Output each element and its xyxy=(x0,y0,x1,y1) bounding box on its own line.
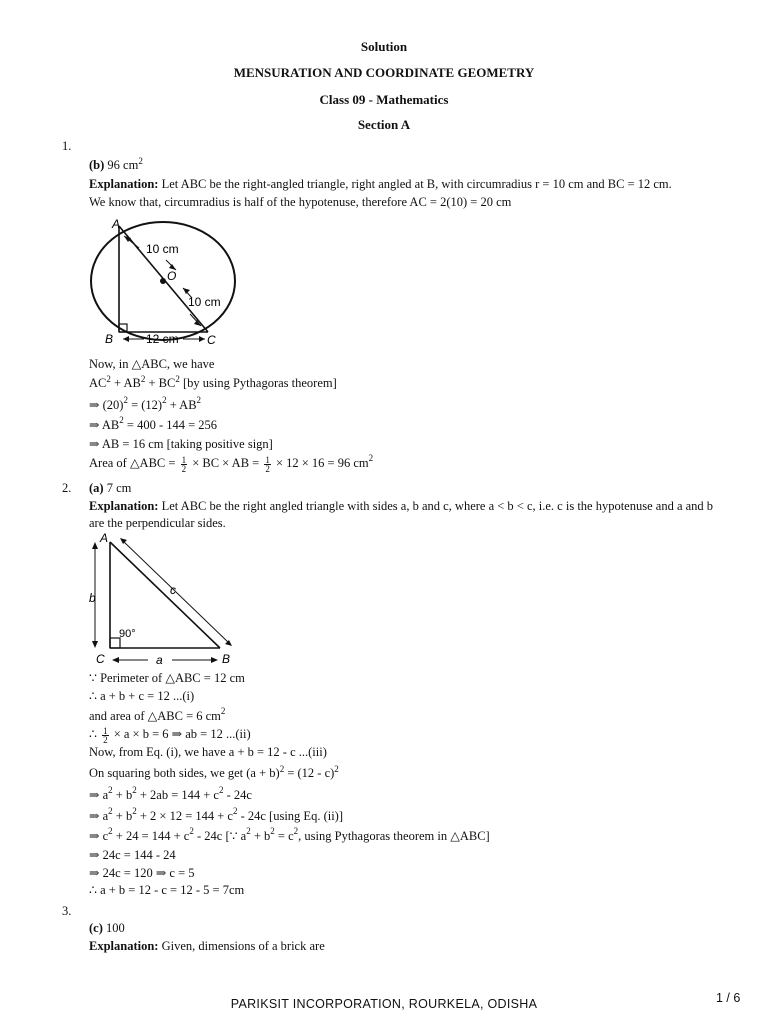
q2-step-6: On squaring both sides, we get $(a + b)^2 = (12 - c)^2$ xyxy=(89,764,339,780)
q3-option: (c) xyxy=(89,921,103,935)
q1-option: (b) xyxy=(89,158,105,172)
q2-step-12: ∴ a + b = 12 - c = 12 - 5 = 7cm xyxy=(89,883,245,897)
q1-step-2: $AC^2 + AB^2 + BC^2$ [by using Pythagoras theorem] xyxy=(89,374,337,390)
q1-explanation: Explanation: Let ABC be the right-angled triangle, right angled at B, with circumradius r = 10 cm and BC = 12 cm. xyxy=(89,177,672,191)
q2-fig-side-a: a xyxy=(156,653,163,667)
q1-step-1: Now, in △ABC, we have xyxy=(89,357,215,371)
q1-fig-radius-2: 10 cm xyxy=(188,295,221,309)
q1-fig-radius-1: 10 cm xyxy=(146,242,179,256)
q2-fig-label-c: C xyxy=(96,652,105,666)
q1-fig-label-c: C xyxy=(207,333,216,347)
q2-step-4: ∴ $\frac{1}{2}$ × a × b = 6 ⇒ ab = 12 ...(ii) xyxy=(89,725,251,745)
q2-step-9: ⇒ $c^2 + 24 = 144 + c^2 - 24c$ [∵ $a^2 + b^2 = c^2$, using Pythagoras theorem in △ABC] xyxy=(89,826,490,843)
question-number-2: 2. xyxy=(62,481,72,495)
page-number: 1 / 6 xyxy=(716,991,741,1005)
q1-fig-label-b: B xyxy=(105,332,114,346)
explanation-label: Explanation: xyxy=(89,177,159,191)
q2-fig-label-b: B xyxy=(222,652,231,666)
q2-step-8: ⇒ $a^2 + b^2 + 2 \times 12 = 144 + c^2 - 24c$ [using Eq. (ii)] xyxy=(89,806,343,823)
q1-fig-label-a: A xyxy=(112,218,121,231)
explanation-label: Explanation: xyxy=(89,499,159,513)
q2-step-2: ∴ a + b + c = 12 ...(i) xyxy=(89,689,195,703)
q2-step-3: and area of △ABC = 6 $cm^2$ xyxy=(89,706,226,723)
q1-step-5: ⇒ AB = 16 cm [taking positive sign] xyxy=(89,437,273,451)
q2-step-5: Now, from Eq. (i), we have a + b = 12 - c ...(iii) xyxy=(89,745,327,759)
question-number-3: 3. xyxy=(62,904,72,918)
fraction-half: $\frac{1}{2}$ xyxy=(103,725,108,745)
q2-option: (a) xyxy=(89,481,104,495)
q3-answer: (c) 100 xyxy=(89,921,125,935)
q1-fig-side-bc: 12 cm xyxy=(146,332,179,346)
q2-explanation: Explanation: Let ABC be the right angled triangle with sides a, b and c, where a < b < c, i.e. c is the hypotenuse and a and b are the perpendicular sides. xyxy=(89,499,714,530)
q2-step-7: ⇒ $a^2 + b^2 + 2ab = 144 + c^2 - 24c$ xyxy=(89,785,252,802)
section-heading: Section A xyxy=(357,117,411,132)
q1-step-6: Area of △ABC = $\frac{1}{2}$ × BC × AB = $\frac{1}{2}$ × 12 × 16 = 96 $cm^2$ xyxy=(89,453,374,474)
q2-fig-label-a: A xyxy=(100,532,109,545)
fraction-half: $\frac{1}{2}$ xyxy=(265,454,270,474)
class-line: Class 09 - Mathematics xyxy=(319,92,449,107)
explanation-label: Explanation: xyxy=(89,939,159,953)
q2-fig-side-b: b xyxy=(89,591,96,605)
q1-explanation-line2: We know that, circumradius is half of the hypotenuse, therefore AC = 2(10) = 20 cm xyxy=(89,195,512,209)
page-title: Solution xyxy=(360,39,408,54)
chapter-title: MENSURATION AND COORDINATE GEOMETRY xyxy=(233,65,535,80)
q2-right-triangle-figure xyxy=(84,532,244,668)
q1-step-3: ⇒ $(20)^2 = (12)^2 + AB^2$ xyxy=(89,395,202,412)
q2-step-10: ⇒ 24c = 144 - 24 xyxy=(89,848,176,862)
q2-fig-side-c: c xyxy=(170,583,176,597)
q3-explanation: Explanation: Given, dimensions of a brick are xyxy=(89,939,325,953)
fraction-half: $\frac{1}{2}$ xyxy=(181,454,187,474)
q1-step-4: ⇒ $AB^2 = 400 - 144 = 256$ xyxy=(89,415,218,432)
q2-step-11: ⇒ 24c = 120 ⇒ c = 5 xyxy=(89,866,195,880)
q1-answer: (b) 96 $cm^2$ xyxy=(89,156,143,172)
q2-answer: (a) 7 cm xyxy=(89,481,132,495)
q2-step-1: ∵ Perimeter of △ABC = 12 cm xyxy=(89,671,245,685)
q1-fig-label-o: O xyxy=(167,269,177,283)
question-number-1: 1. xyxy=(62,139,72,153)
q1-circle-triangle-figure xyxy=(84,218,244,348)
q2-fig-right-angle: 90° xyxy=(119,628,136,640)
footer-organization: PARIKSIT INCORPORATION, ROURKELA, ODISHA xyxy=(230,997,538,1011)
